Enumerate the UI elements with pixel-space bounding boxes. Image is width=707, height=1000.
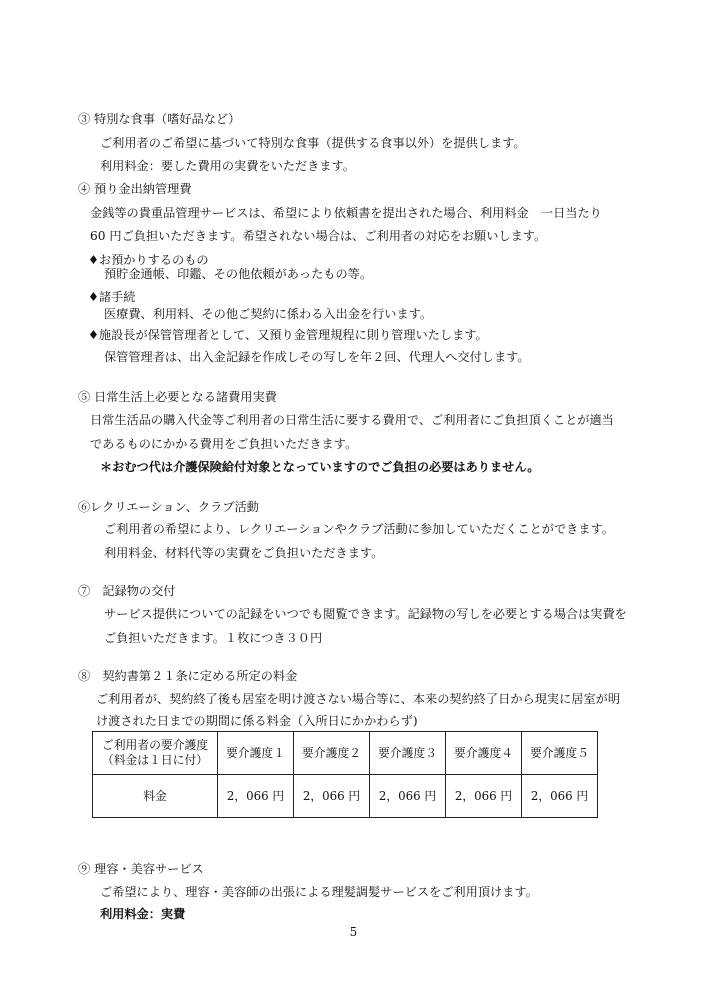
section-8-text-1: ご利用者が、契約終了後も居室を明け渡さない場合等に、本来の契約終了日から現実に居室が明 [96,692,621,706]
fee-table-header-row [93,732,598,775]
section-3-fee: 利用料金：要した費用の実費をいただきます。 [100,159,355,173]
section-3-text: ご利用者のご希望に基づいて特別な食事（提供する食事以外）を提供します。 [100,136,526,150]
care-level-header-cell [93,732,218,775]
section-9-text: ご希望により、理容・美容師の出張による理髪調髪サービスをご利用頂けます。 [100,885,538,899]
fee-table-fee-row [93,775,598,818]
section-4-text-2: 60 円ご負担いただきます。希望されない場合は、ご利用者の対応をお願いします。 [90,229,547,243]
fee-level-4: 2，066 円 [446,775,522,818]
care-level-header-line-1: ご利用者の要介護度 [101,738,209,752]
care-level-4-header: 要介護度４ [446,732,522,775]
fee-table [92,731,598,818]
section-4-bullet-2: ♦諸手続 [88,290,136,304]
fee-level-2: 2，066 円 [294,775,370,818]
section-7-text-1: サービス提供についての記録をいつでも閲覧できます。記録物の写しを必要とする場合は実費を [104,607,627,621]
section-6-text-1: ご利用者の希望により、レクリエーションやクラブ活動に参加していただくことができます。 [104,522,614,536]
care-level-5-header: 要介護度５ [522,732,598,775]
page-number: 5 [349,925,358,939]
fee-row-label: 料金 [93,775,218,818]
care-level-header-line-2: （料金は１日に付） [101,753,209,767]
section-5-heading: ⑤ 日常生活上必要となる諸費用実費 [78,390,277,404]
section-5-text-1: 日常生活品の購入代金等ご利用者の日常生活に要する費用で、ご利用者にご負担頂くことが適当 [90,413,614,427]
section-5-text-2: であるものにかかる費用をご負担いただきます。 [90,437,358,451]
section-4-bullet-3: ♦施設長が保管管理者として、又預り金管理規程に則り管理いたします。 [88,328,488,342]
care-level-2-header: 要介護度２ [294,732,370,775]
section-7-heading: ⑦ 記録物の交付 [78,584,176,598]
section-4-text-1: 金銭等の貴重品管理サービスは、希望により依頼書を提出された場合、利用料金 一日当たり [90,206,602,220]
section-6-text-2: 利用料金、材料代等の実費をご負担いただきます。 [104,546,384,560]
section-8-text-2: け渡された日までの期間に係る料金（入所日にかかわらず) [96,714,418,728]
section-4-bullet-3-text: 保管管理者は、出入金記録を作成しその写しを年２回、代理人へ交付します。 [104,350,530,364]
section-5-note: ＊おむつ代は介護保険給付対象となっていますのでご負担の必要はありません。 [100,460,540,474]
section-9-fee: 利用料金：実費 [100,907,186,921]
section-6-heading: ⑥レクリエーション、クラブ活動 [78,500,259,514]
fee-level-1: 2，066 円 [218,775,294,818]
care-level-1-header: 要介護度１ [218,732,294,775]
section-4-bullet-2-text: 医療費、利用料、その他ご契約に係わる入出金を行います。 [104,307,433,321]
section-4-bullet-1-text: 預貯金通帳、印鑑、その他依頼があったもの等。 [104,267,373,281]
section-4-heading: ④ 預り金出納管理費 [78,182,192,196]
section-3-heading: ③ 特別な食事（嗜好品など） [78,112,241,126]
section-8-heading: ⑧ 契約書第２１条に定める所定の料金 [78,669,298,683]
section-7-text-2: ご負担いただきます。１枚につき３０円 [104,631,323,645]
care-level-3-header: 要介護度３ [370,732,446,775]
fee-level-5: 2，066 円 [522,775,598,818]
section-4-bullet-1: ♦お預かりするのもの [88,253,209,267]
fee-level-3: 2，066 円 [370,775,446,818]
section-9-heading: ⑨ 理容・美容サービス [78,862,204,876]
